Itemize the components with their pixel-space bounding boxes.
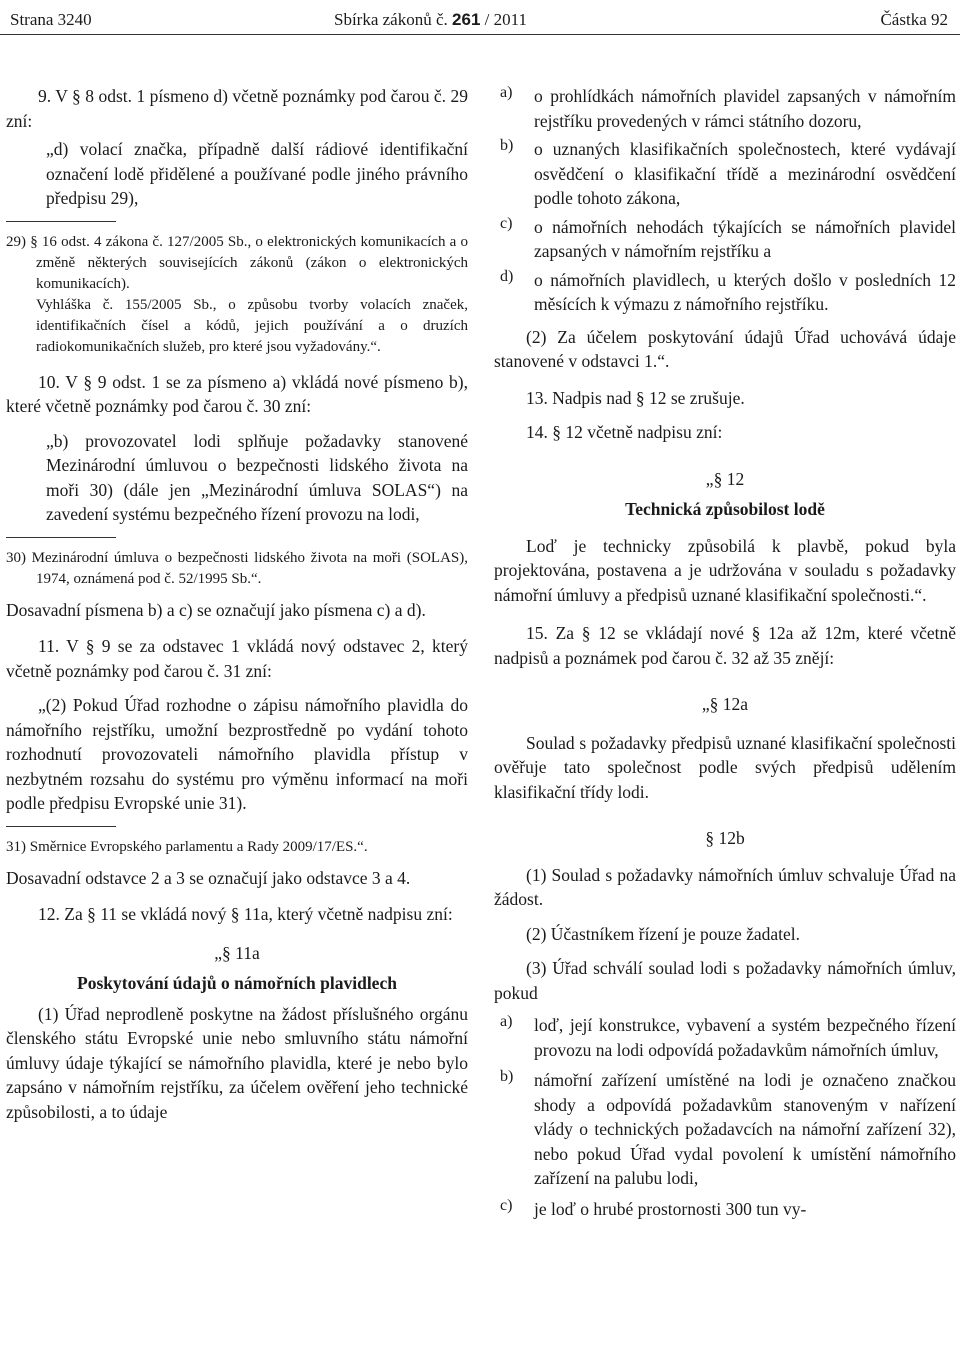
collection-title (334, 10, 527, 30)
header-rule (0, 34, 960, 35)
section-12b-paragraph-1: (1) Soulad s požadavky námořních úmluv schvaluje Úřad na žádost. (494, 864, 956, 909)
list-item: d) o námořních plavidlech, u kterých došlo v posledních 12 měsících k výmazu z námořního rejstříku. (500, 267, 956, 314)
right-column (494, 84, 956, 1349)
list-item: b) o uznaných klasifikačních společnostech, které vydávají osvědčení o klasifikační třídě a mezinárodní osvědčení podle tohoto zákona, (500, 137, 956, 208)
paragraph-renumber: Dosavadní odstavce 2 a 3 se označují jako odstavce 3 a 4. (6, 867, 411, 888)
collection-number: 261 (452, 10, 481, 29)
section-11a-title: Poskytování údajů o námořních plavidlech (77, 973, 397, 993)
quote-11: „(2) Pokud Úřad rozhodne o zápisu námořního plavidla do námořního rejstříku, umožní bezprostředně po vydání tohoto rozhodnutí provozovateli námořního plavidla přístup v nezbytném rozsahu do systému pro výměnu informací na moři podle předpisu Evropské unie 31). (6, 695, 468, 813)
footnote-29-cont: Vyhláška č. 155/2005 Sb., o způsobu tvorby volacích značek, identifikačních čísel a kódů, jejich používání a o druzích radiokomunikačních služeb, pro které jsou vyžadovány.“. (36, 296, 468, 355)
list-item: a) loď, její konstrukce, vybavení a systém bezpečného řízení provozu na lodi odpovídá požadavkům námořních úmluv, (500, 1013, 956, 1060)
footnote-31: 31) Směrnice Evropského parlamentu a Rady 2009/17/ES.“. (6, 838, 368, 855)
list-item: a) o prohlídkách námořních plavidel zapsaných v námořním rejstříku provedených v rámci státního dozoru, (500, 84, 956, 131)
footnote-rule (6, 221, 116, 222)
section-12-title: Technická způsobilost lodě (625, 499, 825, 519)
section-11a-label: „§ 11a (214, 942, 260, 963)
section-12a-label: „§ 12a (701, 694, 749, 714)
item-13: 13. Nadpis nad § 12 se zrušuje. (526, 387, 745, 408)
collection-prefix: Sbírka zákonů č. (334, 10, 448, 29)
section-12b-paragraph-2: (2) Účastníkem řízení je pouze žadatel. (526, 923, 801, 944)
item-10: 10. V § 9 odst. 1 se za písmeno a) vkládá nové písmeno b), které včetně poznámky pod čarou č. 30 zní: (6, 371, 468, 416)
section-12-label: „§ 12 (705, 468, 745, 489)
list-item: c) je loď o hrubé prostornosti 300 tun vy- (500, 1196, 807, 1219)
footnote-rule (6, 537, 116, 538)
item-9: 9. V § 8 odst. 1 písmeno d) včetně poznámky pod čarou č. 29 zní: (6, 86, 468, 131)
section-12a-text: Soulad s požadavky předpisů uznané klasifikační společnosti ověřuje tato společnost podle svých předpisů udělením klasifikační třídy lodi. (494, 732, 956, 802)
section-12b-label: § 12b (705, 828, 745, 848)
section-12b-paragraph-3: (3) Úřad schválí soulad lodi s požadavky námořních úmluv, pokud (494, 958, 956, 1003)
footnote-rule (6, 826, 116, 827)
item-12: 12. Za § 11 se vkládá nový § 11a, který včetně nadpisu zní: (38, 904, 453, 924)
list-item: b) námořní zařízení umístěné na lodi je označeno značkou shody a odpovídá požadavkům stanoveným v nařízení vlády o technických požadavcích na námořní zařízení 32), nebo pokud Úřad vydal povolení k umístění námořního zařízení na palubu lodi, (500, 1068, 956, 1188)
item-15: 15. Za § 12 se vkládají nové § 12a až 12m, které včetně nadpisů a poznámek pod čarou č. 32 až 35 znějí: (494, 623, 956, 668)
footnote-30: 30) Mezinárodní úmluva o bezpečnosti lidského života na moři (SOLAS), 1974, oznámená pod č. 52/1995 Sb.“. (6, 549, 468, 587)
collection-year: / 2011 (484, 10, 527, 29)
page-number: Strana 3240 (10, 10, 92, 29)
section-12-text: Loď je technicky způsobilá k plavbě, pokud byla projektována, postavena a je udržována v souladu s požadavky námořní úmluvy a předpisů uznané klasifikační společnosti.“. (494, 535, 956, 605)
list-item: c) o námořních nehodách týkajících se námořních plavidel zapsaných v námořním rejstříku a (500, 214, 956, 261)
paragraph-relabel: Dosavadní písmena b) a c) se označují jako písmena c) a d). (6, 599, 426, 620)
item-11: 11. V § 9 se za odstavec 1 vkládá nový odstavec 2, který včetně poznámky pod čarou č. 31 zní: (6, 636, 468, 681)
item-14: 14. § 12 včetně nadpisu zní: (526, 422, 723, 442)
section-11a-paragraph-1: (1) Úřad neprodleně poskytne na žádost příslušného orgánu členského státu Evropské unie nebo smluvního státu námořní úmluvy údaje týkající se námořního plavidla, které je nebo bylo zapsáno v námořním rejstříku, za účelem ověření jeho technické způsobilosti, a to údaje (6, 1003, 468, 1122)
quote-9: „d) volací značka, případně další rádiové identifikační označení lodě přidělené a používané podle jiného právního předpisu 29), (46, 139, 468, 208)
page-header (0, 0, 960, 42)
left-column (6, 84, 468, 1349)
section-11a-paragraph-2: (2) Za účelem poskytování údajů Úřad uchovává údaje stanovené v odstavci 1.“. (494, 326, 956, 371)
footnote-29: 29) § 16 odst. 4 zákona č. 127/2005 Sb., o elektronických komunikacích a o změně některých souvisejících zákonů (zákon o elektronických komunikacích). (6, 233, 468, 292)
quote-10: „b) provozovatel lodi splňuje požadavky stanovené Mezinárodní úmluvou o bezpečnosti lidského života na moři 30) (dále jen „Mezinárodní úmluva SOLAS“) na zavedení systému bezpečného řízení provozu na lodi, (46, 430, 468, 524)
part-number: Částka 92 (880, 10, 948, 29)
